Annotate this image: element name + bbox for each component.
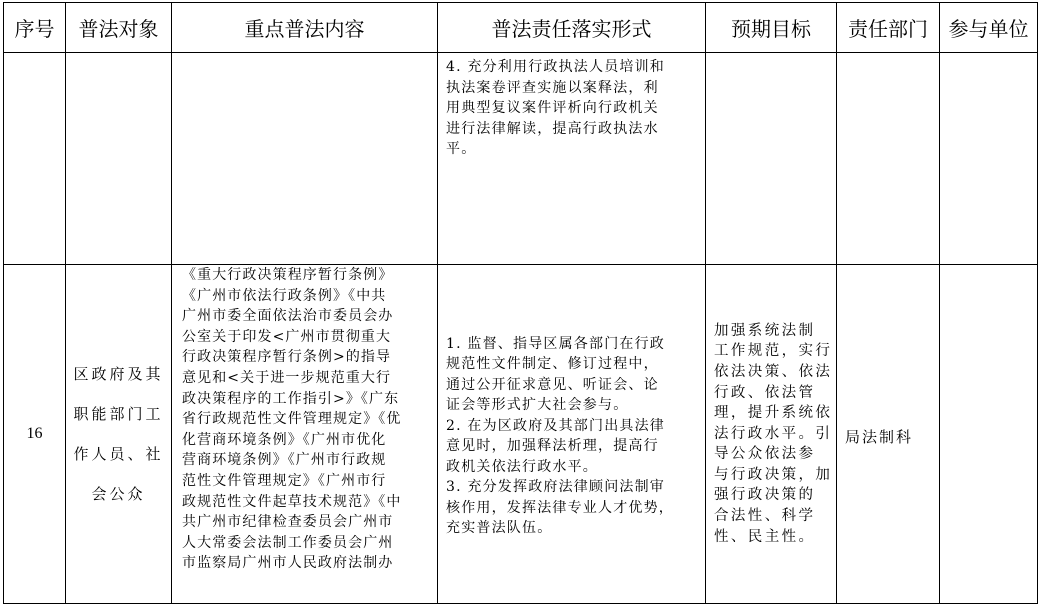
cell-content xyxy=(172,53,438,265)
cell-target xyxy=(706,265,837,604)
target-line: 法行政水平。引 xyxy=(714,425,833,442)
cell-object xyxy=(66,265,172,604)
content-line: 化营商环境条例》《广州市优化 xyxy=(182,431,387,448)
dept-text: 局法制科 xyxy=(845,427,914,446)
form-text xyxy=(438,330,705,539)
content-line: 市监察局广州市人民政府法制办 xyxy=(182,555,394,572)
form-line: 证会等形式扩大社会参与。 xyxy=(446,397,629,413)
cell-dept xyxy=(837,265,940,604)
object-line: 职能部门工 xyxy=(73,405,164,423)
form-line: 4. 充分利用行政执法人员培训和 xyxy=(446,59,666,75)
content-line: 意见和<关于进一步规范重大行 xyxy=(182,369,392,386)
content-line: 政规范性文件起草技术规范》《中 xyxy=(182,493,402,510)
law-education-table xyxy=(3,2,1038,604)
target-text xyxy=(706,321,836,548)
target-line: 性、民主性。 xyxy=(714,528,816,545)
form-line: 核作用，发挥法律专业人才优势， xyxy=(446,499,674,516)
content-line: 范性文件管理规定》《广州市行 xyxy=(182,472,387,489)
header-dept: 责任部门 xyxy=(837,3,940,53)
cell-form xyxy=(438,53,706,265)
cell-seq: 16 xyxy=(4,265,66,604)
content-line: 共广州市纪律检查委员会广州市 xyxy=(182,514,394,531)
object-line: 作人员、社 xyxy=(73,445,164,463)
form-line: 进行法律解读，提高行政执法水 xyxy=(446,120,659,137)
form-line: 2. 在为区政府及其部门出具法律 xyxy=(446,417,666,434)
cell-object xyxy=(66,53,172,265)
cell-dept xyxy=(837,53,940,265)
header-target: 预期目标 xyxy=(706,3,837,53)
target-line: 合法性、科学 xyxy=(714,508,816,525)
cell-form xyxy=(438,265,706,604)
header-object: 普法对象 xyxy=(66,3,172,53)
content-line: 政决策程序的工作指引>》《广东 xyxy=(182,390,400,407)
cell-unit xyxy=(940,53,1038,265)
target-line: 与行政决策，加 xyxy=(714,466,833,483)
form-line: 执法案卷评查实施以案释法，利 xyxy=(446,79,659,96)
header-row xyxy=(4,3,1038,53)
target-line: 强行政决策的 xyxy=(714,487,816,504)
content-line: 行政决策程序暂行条例>的指导 xyxy=(182,349,392,366)
form-line: 3. 充分发挥政府法律顾问法制审 xyxy=(446,479,666,495)
form-line: 充实普法队伍。 xyxy=(446,520,553,536)
cell-unit xyxy=(940,265,1038,604)
content-line: 营商环境条例》《广州市行政规 xyxy=(182,452,387,469)
header-seq: 序号 xyxy=(4,3,66,53)
cell-content xyxy=(172,265,438,604)
content-line: 公室关于印发<广州市贯彻重大 xyxy=(182,328,392,345)
form-line: 用典型复议案件评析向行政机关 xyxy=(446,100,659,116)
header-content: 重点普法内容 xyxy=(172,3,438,53)
content-line: 《重大行政决策程序暂行条例》 xyxy=(182,267,394,283)
cell-seq xyxy=(4,53,66,265)
cell-target xyxy=(706,53,837,265)
target-line: 工作规范，实行 xyxy=(714,343,833,360)
form-line: 通过公开征求意见、听证会、论 xyxy=(446,376,659,393)
form-line: 政机关依法行政水平。 xyxy=(446,458,598,475)
form-line: 规范性文件制定、修订过程中， xyxy=(446,356,659,372)
target-line: 加强系统法制 xyxy=(714,322,816,339)
object-text xyxy=(66,354,171,514)
object-line: 会公众 xyxy=(91,485,146,503)
content-line: 广州市委全面依法治市委员会办 xyxy=(182,308,394,325)
form-line: 意见时，加强释法析理，提高行 xyxy=(446,438,659,454)
content-line: 《广州市依法行政条例》《中共 xyxy=(182,287,387,304)
target-line: 行政、依法管 xyxy=(714,384,816,401)
target-line: 依法决策、依法 xyxy=(714,363,833,380)
form-line: 1. 监督、指导区属各部门在行政 xyxy=(446,335,666,352)
form-text xyxy=(438,53,705,160)
content-line: 省行政规范性文件管理规定》《优 xyxy=(182,411,402,428)
header-form: 普法责任落实形式 xyxy=(438,3,706,53)
table-row xyxy=(4,53,1038,265)
target-line: 理，提升系统依 xyxy=(714,405,833,422)
object-line: 区政府及其 xyxy=(73,365,164,383)
table-row xyxy=(4,265,1038,604)
content-text xyxy=(172,265,437,574)
form-line: 平。 xyxy=(446,141,477,157)
header-unit: 参与单位 xyxy=(940,3,1038,53)
target-line: 导公众依法参 xyxy=(714,446,816,463)
content-line: 人大常委会法制工作委员会广州 xyxy=(182,534,394,551)
